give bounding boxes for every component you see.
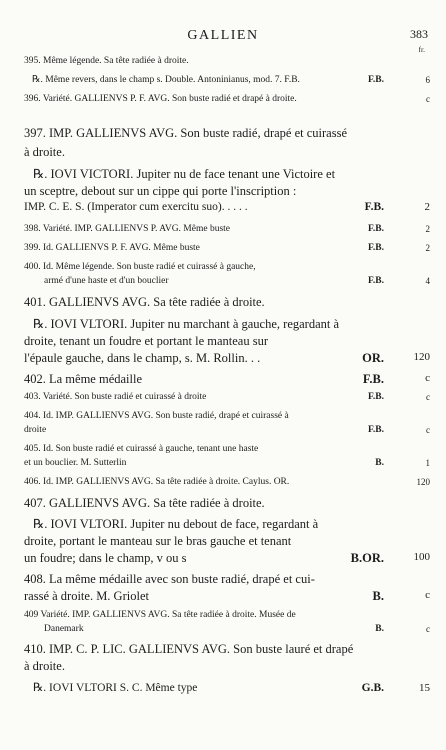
entry-text: et un bouclier. M. Sutterlin bbox=[24, 458, 127, 468]
entry-text: ℞. IOVI VLTORI. Jupiter nu debout de face, regardant à bbox=[33, 517, 319, 531]
catalog-line bbox=[24, 146, 65, 159]
catalog-line bbox=[24, 185, 296, 198]
catalog-line bbox=[44, 277, 169, 287]
metal-mark: B.OR. bbox=[350, 551, 384, 565]
catalog-line bbox=[24, 497, 265, 510]
catalog-line bbox=[24, 244, 200, 254]
entry-text: 401. GALLIENVS AVG. Sa tête radiée à droite. bbox=[24, 295, 265, 309]
price-value: c bbox=[426, 94, 430, 104]
price-value: c bbox=[426, 392, 430, 402]
metal-mark: F.B. bbox=[362, 372, 384, 386]
entry-text: l'épaule gauche, dans le champ, s. M. Rollin. . . bbox=[24, 351, 261, 365]
entry-text: rassé à droite. M. Griolet bbox=[24, 589, 149, 603]
entry-text: un sceptre, debout sur un cippe qui porte l'inscription : bbox=[24, 184, 297, 198]
entry-text: 400. Id. Même légende. Son buste radié et cuirassé à gauche, bbox=[24, 262, 256, 272]
price-value: 15 bbox=[419, 682, 430, 694]
metal-mark: F.B. bbox=[367, 276, 384, 286]
entry-text: un foudre; dans le champ, v ou s bbox=[24, 551, 187, 565]
price-value: 120 bbox=[416, 477, 430, 487]
catalog-line bbox=[24, 263, 256, 273]
catalog-line bbox=[24, 225, 230, 235]
entry-text: Danemark bbox=[44, 624, 84, 634]
entry-text: 406. Id. IMP. GALLIENVS AVG. Sa tête radiée à droite. Caylus. OR. bbox=[24, 477, 290, 487]
catalog-line bbox=[24, 57, 189, 67]
catalog-line bbox=[24, 478, 289, 488]
entry-text: 410. IMP. C. P. LIC. GALLIENVS AVG. Son buste lauré et drapé bbox=[24, 642, 354, 656]
catalog-line bbox=[24, 573, 315, 586]
catalog-line bbox=[24, 459, 126, 469]
catalog-line bbox=[24, 373, 142, 386]
catalog-line bbox=[24, 202, 248, 214]
entry-text: 405. Id. Son buste radié et cuirassé à gauche, tenant une haste bbox=[24, 444, 259, 454]
catalog-line bbox=[33, 318, 339, 331]
entry-text: 409 Variété. IMP. GALLIENVS AVG. Sa tête radiée à droite. Musée de bbox=[24, 610, 296, 620]
price-value: 1 bbox=[425, 458, 430, 468]
catalog-line bbox=[24, 660, 65, 673]
catalog-line bbox=[24, 127, 347, 140]
metal-mark: F.B. bbox=[364, 201, 384, 213]
price-value: 6 bbox=[425, 75, 430, 85]
catalog-line bbox=[24, 590, 149, 603]
catalog-line bbox=[24, 412, 289, 422]
catalog-line bbox=[24, 426, 46, 436]
metal-mark: OR. bbox=[362, 351, 384, 365]
entry-text: armé d'une haste et d'un bouclier bbox=[44, 276, 169, 286]
metal-mark: B. bbox=[375, 624, 384, 634]
entry-text: 399. Id. GALLIENVS P. F. AVG. Même buste bbox=[24, 243, 200, 253]
running-head: GALLIEN bbox=[187, 28, 259, 43]
entry-text: droite, portant le manteau sur le bras gauche et tenant bbox=[24, 534, 292, 548]
metal-mark: G.B. bbox=[361, 682, 384, 694]
entry-text: 407. GALLIENVS AVG. Sa tête radiée à droite. bbox=[24, 496, 265, 510]
metal-mark: B. bbox=[375, 458, 384, 468]
price-value: 100 bbox=[413, 551, 430, 563]
page-number: 383 bbox=[410, 27, 428, 41]
price-value: 4 bbox=[425, 276, 430, 286]
catalog-line bbox=[24, 643, 353, 656]
price-value: 2 bbox=[424, 201, 430, 213]
catalog-line bbox=[24, 445, 258, 455]
entry-text: 403. Variété. Son buste radié et cuirassé à droite bbox=[24, 392, 207, 402]
entry-text: à droite. bbox=[24, 659, 65, 673]
entry-text: ℞. IOVI VLTORI S. C. Même type bbox=[33, 682, 198, 694]
entry-text: 397. IMP. GALLIENVS AVG. Son buste radié, drapé et cuirassé bbox=[24, 126, 347, 140]
entry-text: 396. Variété. GALLIENVS P. F. AVG. Son buste radié et drapé à droite. bbox=[24, 94, 297, 104]
metal-mark: F.B. bbox=[367, 224, 384, 234]
metal-mark: B. bbox=[372, 589, 384, 603]
entry-text: IMP. C. E. S. (Imperator cum exercitu suo). . . . . bbox=[24, 201, 248, 213]
price-value: c bbox=[425, 589, 430, 601]
metal-mark: F.B. bbox=[367, 425, 384, 435]
entry-text: 395. Même légende. Sa tête radiée à droite. bbox=[24, 56, 189, 66]
entry-text: ℞. Même revers, dans le champ s. Double. Antoninianus, mod. 7. F.B. bbox=[32, 75, 300, 85]
entry-text: droite, tenant un foudre et portant le manteau sur bbox=[24, 334, 269, 348]
catalog-line bbox=[24, 611, 296, 621]
price-value: 120 bbox=[413, 351, 430, 363]
catalog-line bbox=[24, 95, 297, 105]
catalog-line bbox=[44, 625, 84, 635]
catalog-line bbox=[33, 683, 197, 695]
price-value: c bbox=[426, 425, 430, 435]
catalog-line bbox=[24, 352, 260, 365]
catalog-line bbox=[33, 168, 335, 181]
price-column-label: fr. bbox=[418, 45, 425, 54]
entry-text: à droite. bbox=[24, 145, 65, 159]
metal-mark: F.B. bbox=[367, 392, 384, 402]
entry-text: ℞. IOVI VICTORI. Jupiter nu de face tenant une Victoire et bbox=[33, 167, 336, 181]
price-value: 2 bbox=[425, 243, 430, 253]
entry-text: ℞. IOVI VLTORI. Jupiter nu marchant à gauche, regardant à bbox=[33, 317, 340, 331]
catalog-line bbox=[24, 552, 186, 565]
entry-text: 402. La même médaille bbox=[24, 372, 143, 386]
catalog-line bbox=[24, 393, 206, 403]
entry-text: 404. Id. IMP. GALLIENVS AVG. Son buste radié, drapé et cuirassé à bbox=[24, 411, 289, 421]
catalog-line bbox=[24, 335, 268, 348]
catalog-line bbox=[33, 518, 318, 531]
entry-text: droite bbox=[24, 425, 47, 435]
catalog-line bbox=[24, 296, 265, 309]
price-value: c bbox=[425, 372, 430, 384]
price-value: 2 bbox=[425, 224, 430, 234]
entry-text: 398. Variété. IMP. GALLIENVS P. AVG. Même buste bbox=[24, 224, 231, 234]
catalog-line bbox=[32, 76, 300, 86]
entry-text: 408. La même médaille avec son buste radié, drapé et cui- bbox=[24, 572, 315, 586]
price-value: c bbox=[426, 624, 430, 634]
metal-mark: F.B. bbox=[367, 243, 384, 253]
metal-mark: F.B. bbox=[367, 75, 384, 85]
catalog-line bbox=[24, 535, 291, 548]
